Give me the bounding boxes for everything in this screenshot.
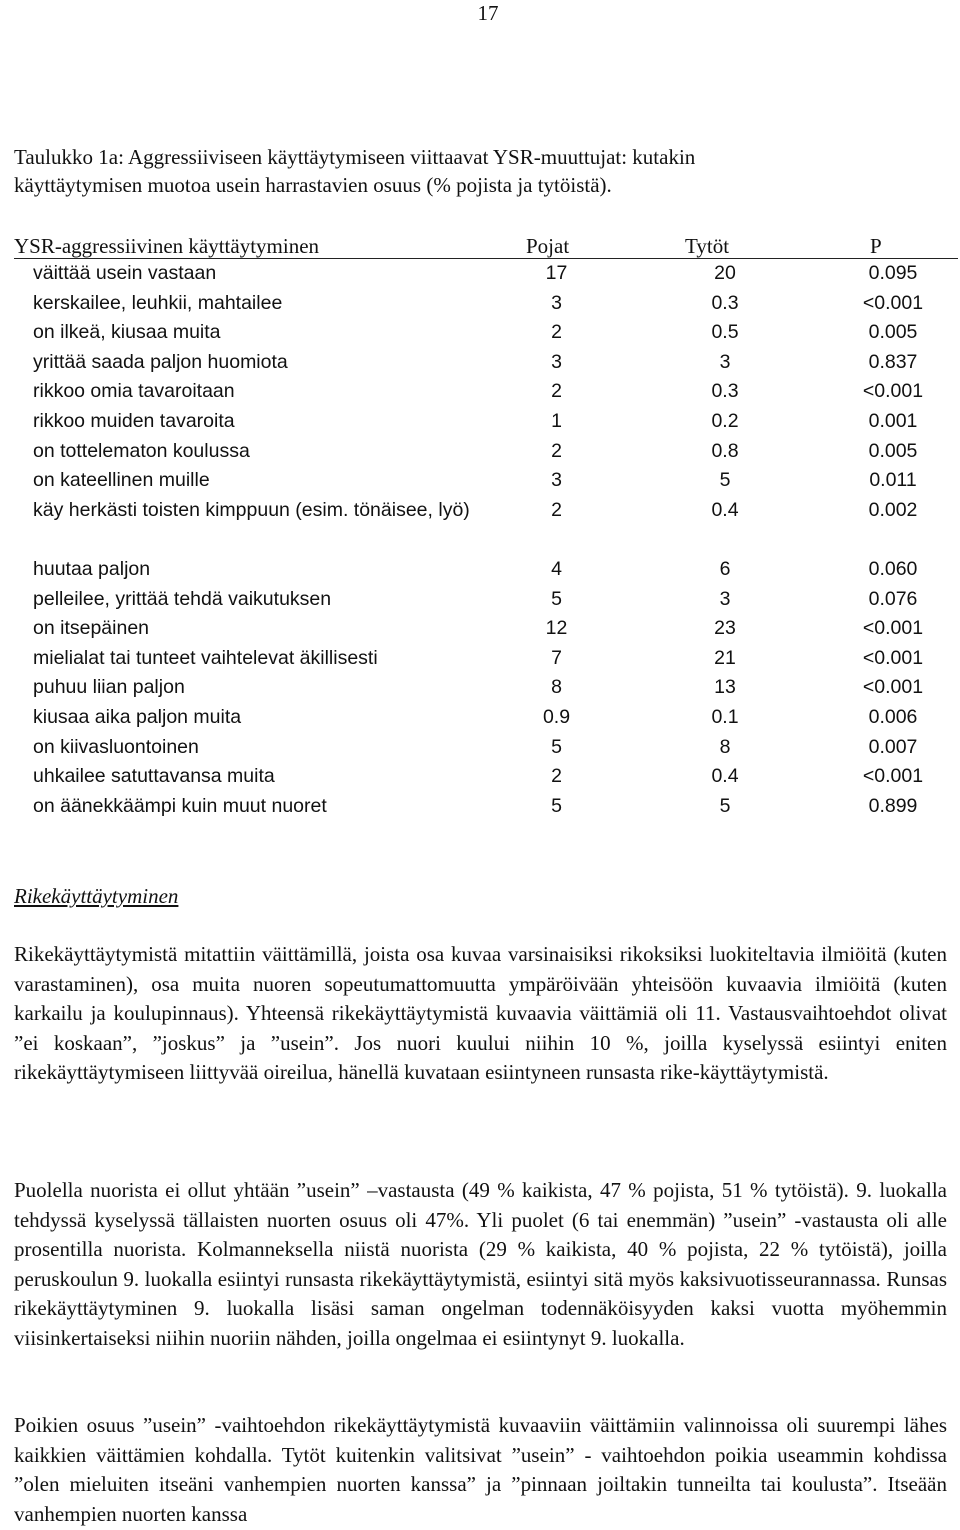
girls-value: 5 xyxy=(719,469,731,492)
caption-line-2: käyttäytymisen muotoa usein harrastavien osuus (% pojista ja tytöistä). xyxy=(14,173,612,197)
page-number: 17 xyxy=(477,1,499,25)
row-label: kerskailee, leuhkii, mahtailee xyxy=(33,291,283,314)
p-value: <0.001 xyxy=(862,380,924,403)
table-row xyxy=(14,703,958,733)
table-row xyxy=(14,585,958,615)
row-label: huutaa paljon xyxy=(33,557,151,580)
p-value: 0.005 xyxy=(868,439,918,462)
p-value: 0.001 xyxy=(868,409,918,432)
header-p-value: P xyxy=(870,234,882,258)
table-row xyxy=(14,259,958,289)
boys-value: 4 xyxy=(551,557,562,580)
p-value: 0.011 xyxy=(869,469,917,492)
p-value: <0.001 xyxy=(862,646,924,669)
boys-value: 8 xyxy=(551,676,562,699)
boys-value: 3 xyxy=(551,469,562,492)
table-header-row xyxy=(14,230,958,259)
boys-value: 5 xyxy=(551,735,562,758)
table-body xyxy=(14,259,958,821)
girls-value: 0.1 xyxy=(711,705,739,728)
boys-value: 1 xyxy=(551,409,562,432)
row-label: on äänekkäämpi kuin muut nuoret xyxy=(33,794,327,817)
girls-value: 0.2 xyxy=(711,409,739,432)
p-value: 0.060 xyxy=(868,557,918,580)
paragraph-1 xyxy=(14,940,947,1088)
boys-value: 2 xyxy=(551,498,562,521)
row-label: mielialat tai tunteet vaihtelevat äkillisesti xyxy=(33,646,378,669)
boys-value: 5 xyxy=(551,794,562,817)
paragraph-text: Poikien osuus ”usein” -vaihtoehdon rikekäyttäytymistä kuvaaviin väittämiin valinnoissa oli suurempi lähes kaikkien väittämien kohdalla. Tytöt kuitenkin valitsivat ”usein” - vaihtoehdon poikia useammin kohdissa ”olen mieluiten itseäni vanhempien nuorten kanssa” ja ”pinnaan joiltakin tunneilta tai koulusta”. Itseään vanhempien nuorten kanssa xyxy=(14,1413,947,1526)
p-value: 0.095 xyxy=(868,262,918,284)
header-boys: Pojat xyxy=(526,234,570,258)
table-row xyxy=(14,466,958,496)
section-heading: Rikekäyttäytyminen xyxy=(14,884,179,908)
p-value: <0.001 xyxy=(862,765,924,788)
row-label: väittää usein vastaan xyxy=(33,262,217,284)
row-label: puhuu liian paljon xyxy=(33,676,185,699)
paragraph-2 xyxy=(14,1176,947,1353)
girls-value: 0.8 xyxy=(711,439,739,462)
row-label: on tottelematon koulussa xyxy=(33,439,250,462)
boys-value: 3 xyxy=(551,291,562,314)
girls-value: 23 xyxy=(714,617,736,640)
girls-value: 20 xyxy=(714,262,736,284)
row-label: kiusaa aika paljon muita xyxy=(33,705,242,728)
row-label: on kateellinen muille xyxy=(33,469,210,492)
boys-value: 2 xyxy=(551,765,562,788)
caption-line-1: Taulukko 1a: Aggressiiviseen käyttäytymiseen viittaavat YSR-muuttujat: kutakin xyxy=(14,145,696,169)
header-girls: Tytöt xyxy=(685,234,730,258)
table-row xyxy=(14,437,958,467)
girls-value: 21 xyxy=(714,646,736,669)
row-label: rikkoo muiden tavaroita xyxy=(33,409,235,432)
girls-value: 13 xyxy=(714,676,736,699)
girls-value: 0.4 xyxy=(711,765,739,788)
p-value: 0.006 xyxy=(868,705,918,728)
boys-value: 0.9 xyxy=(542,705,571,728)
table-row xyxy=(14,407,958,437)
table-row xyxy=(14,496,958,555)
row-label: käy herkästi toisten kimppuun (esim. tönäisee, lyö) xyxy=(33,498,470,521)
table-row xyxy=(14,673,958,703)
girls-value: 5 xyxy=(719,794,731,817)
girls-value: 0.3 xyxy=(711,380,739,403)
p-value: 0.076 xyxy=(868,587,918,610)
table-row xyxy=(14,733,958,763)
table-row xyxy=(14,762,958,792)
boys-value: 3 xyxy=(551,350,562,373)
paragraph-text: Puolella nuorista ei ollut yhtään ”usein” –vastausta (49 % kaikista, 47 % pojista, 51 % tytöistä). 9. luokalla tehdyssä kyselyssä tällaisten nuorten osuus oli 47%. Yli puolet (6 tai enemmän) ”usein” -vastausta oli alle prosentilla nuorista. Kolmanneksella niistä nuorista (29 % kaikista, 40 % pojista, 22 % tytöistä), joilla peruskoulun 9. luokalla esiintyi runsasta rikekäyttäytymistä, esiintyi sitä myös kaksivuotisseurannassa. Runsas rikekäyttäytyminen 9. luokalla lisäsi saman ongelman todennäköisyyden kaksi vuotta myöhemmin viisinkertaiseksi niihin nuoriin nähden, joilla ongelmaa ei esiintynyt 9. luokalla. xyxy=(14,1178,947,1350)
table-row xyxy=(14,792,958,822)
girls-value: 3 xyxy=(719,350,731,373)
p-value: <0.001 xyxy=(862,291,924,314)
boys-value: 7 xyxy=(551,646,562,669)
ysr-aggression-table xyxy=(14,230,958,821)
table-row xyxy=(14,318,958,348)
girls-value: 3 xyxy=(719,587,731,610)
row-label: on itsepäinen xyxy=(33,617,150,640)
table-row xyxy=(14,555,958,585)
p-value: <0.001 xyxy=(862,617,924,640)
table-row xyxy=(14,377,958,407)
row-label: on ilkeä, kiusaa muita xyxy=(33,321,221,344)
boys-value: 17 xyxy=(545,262,568,284)
girls-value: 0.3 xyxy=(711,291,739,314)
table-row xyxy=(14,289,958,319)
boys-value: 12 xyxy=(545,617,568,640)
row-label: yrittää saada paljon huomiota xyxy=(33,350,288,373)
header-behaviour: YSR-aggressiivinen käyttäytyminen xyxy=(14,234,320,258)
p-value: 0.007 xyxy=(868,735,918,758)
p-value: 0.002 xyxy=(868,498,918,521)
girls-value: 8 xyxy=(719,735,731,758)
boys-value: 2 xyxy=(551,321,562,344)
paragraph-text: Rikekäyttäytymistä mitattiin väittämillä, joista osa kuvaa varsinaisiksi rikoksiksi luokiteltavia ilmiöitä (kuten varastaminen), osa muita nuoren sopeutumattomuutta ympäröivään yhteisöön kuvaavia ilmiöitä (kuten karkailu ja koulupinnaus). Yhteensä rikekäyttäytymistä kuvaavia väittämiä oli 11. Vastausvaihtoehdot olivat ”ei koskaan”, ”joskus” ja ”usein”. Jos nuori kuului niihin 10 %, joilla kyselyssä esiintyi eniten rikekäyttäytymiseen liittyvää oireilua, hänellä kuvataan esiintyneen runsasta rike-käyttäytymistä. xyxy=(14,942,947,1084)
boys-value: 5 xyxy=(551,587,562,610)
table-row xyxy=(14,644,958,674)
row-label: rikkoo omia tavaroitaan xyxy=(33,380,235,403)
table-row xyxy=(14,614,958,644)
p-value: 0.837 xyxy=(868,350,918,373)
girls-value: 0.4 xyxy=(711,498,739,521)
p-value: 0.899 xyxy=(868,794,918,817)
row-label: on kiivasluontoinen xyxy=(33,735,199,758)
girls-value: 0.5 xyxy=(711,321,739,344)
row-label: pelleilee, yrittää tehdä vaikutuksen xyxy=(33,587,332,610)
paragraph-3 xyxy=(14,1411,947,1529)
boys-value: 2 xyxy=(551,380,562,403)
table-caption xyxy=(14,143,949,199)
table-row xyxy=(14,348,958,378)
row-label: uhkailee satuttavansa muita xyxy=(33,765,275,788)
p-value: <0.001 xyxy=(862,676,924,699)
girls-value: 6 xyxy=(719,557,731,580)
p-value: 0.005 xyxy=(868,321,918,344)
boys-value: 2 xyxy=(551,439,562,462)
